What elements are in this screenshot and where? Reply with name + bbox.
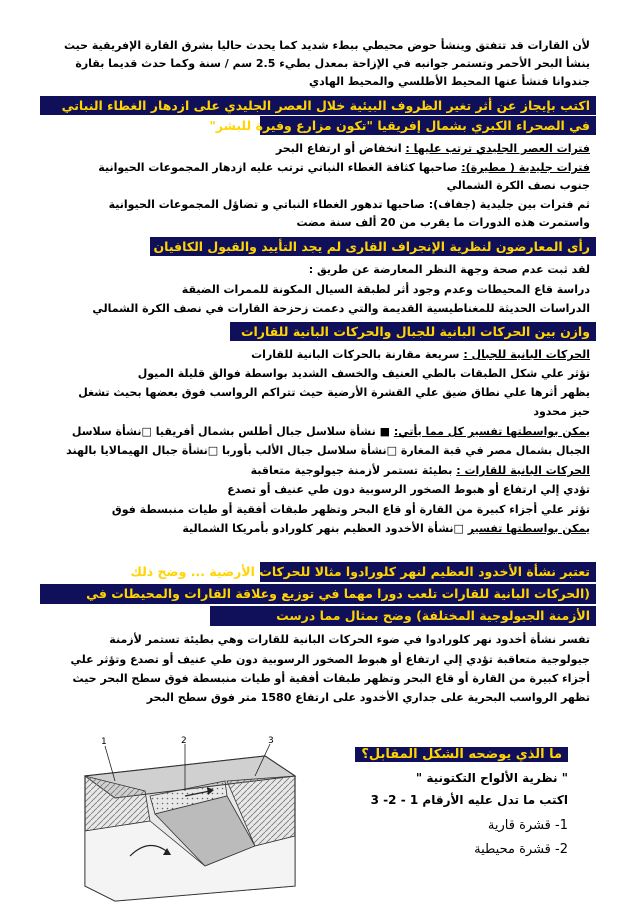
question-title: ما الذي يوضحه الشكل المقابل؟: [355, 747, 568, 762]
diagram-label-2: 2: [181, 736, 187, 746]
mountain-line-2: يظهر أثرها علي نطاق ضيق علي القشرة الأرضية حيث تتراكم الرواسب فوق بعضها بحيث تشغل: [78, 386, 590, 399]
mountain-explain-1: ■ نشأة سلاسل جبال أطلس بشمال أفريقيا □نشأة سلاسل: [71, 425, 394, 438]
mountain-explain-2: الجبال بشمال مصر في قبة المغارة □نشأة سلاسل جبال الألب بأوربا □نشأة جبال الهيمالايا بالهند: [66, 444, 590, 457]
glacial-periods-label: فترات العصر الجليدي ترتب عليها :: [405, 142, 590, 155]
mountain-explain: [48, 424, 590, 439]
glacial-periods-text: انخفاض أو ارتفاع البحر: [275, 142, 406, 155]
opponents-line-3: الدراسات الحديثة للمغناطيسية القديمة والتي دعمت زحزحة القارات في نصف الكرة الشمالي: [92, 302, 590, 315]
mountain-explain-label: يمكن بواسطتها تفسير كل مما يأتي:: [393, 425, 590, 438]
canyon-line-2: جيولوجية متعاقبة تؤدي إلي ارتفاع أو هبوط الصخور الرسوبية دون طي عنيف أو تصدع وتؤثر علي: [70, 653, 590, 666]
banner-opponents: رأى المعارضون لنظرية الإنجراف القارى لم يجد التأييد والقبول الكافيان: [150, 237, 596, 256]
continent-heading: [48, 463, 590, 478]
banner-canyon-3: الأزمنة الجيولوجية المختلفة) وضح بمثال مما درست: [210, 606, 596, 626]
banner-glacial-2: في الصحراء الكبري بشمال إفريقيا "تكون مزارع وفيرة للبشر": [260, 116, 596, 135]
glacial-dry-text: صاحبها تدهور الغطاء النباتي و تضاؤل المجموعات الحيوانية: [108, 198, 429, 211]
banner-canyon-2: (الحركات البانية للقارات تلعب دورا مهما في توزيع وعلاقة القارات والمحيطات في: [40, 584, 596, 604]
mountain-text: سريعة مقارنة بالحركات البانية للقارات: [251, 348, 464, 361]
continent-line-2: تؤثر علي أجزاء كبيرة من القارة أو قاع البحر وتظهر طبقات أفقية أو طيات منبسطة فوق: [111, 503, 590, 516]
choice-oceanic-crust: 2- قشرة محيطية: [474, 842, 568, 857]
banner-canyon-1: تعتبر نشأة الأخدود العظيم لنهر كلورادوا مثالا للحركات الأرضية ... وضح ذلك: [260, 562, 596, 582]
glacial-dry-label: ثم فترات بين جليدية (جفاف):: [428, 198, 590, 211]
glacial-wet-cont: جنوب نصف الكرة الشمالي: [446, 179, 590, 192]
choice-continental-crust: 1- قشرة قارية: [487, 818, 568, 833]
mountain-label: الحركات البانية للجبال :: [463, 348, 590, 361]
glacial-wet-text: صاحبها كثافة الغطاء النباتي ترتب عليه ازدهار المجموعات الحيوانية: [98, 161, 462, 174]
glacial-periods: [48, 141, 590, 156]
continent-explain-text: □نشأة الأخدود العظيم بنهر كلورادو بأمريكا الشمالية: [182, 522, 468, 535]
diagram-label-3: 3: [268, 736, 274, 746]
opponents-line-2: دراسة قاع المحيطات وعدم وجود أثر لطبقة السيال المكونة للممرات الضيقة: [181, 283, 590, 296]
banner-glacial-1: اكتب بإيجاز عن أثر تغير الظروف البيئية خلال العصر الجليدي على ازدهار الغطاء النباتي: [40, 96, 596, 115]
tectonic-plates-diagram: [55, 736, 305, 906]
mountain-heading: [48, 347, 590, 362]
continent-text: بطيئة تستمر لأزمنة جيولوجية متعاقبة: [250, 464, 457, 477]
intro-line-1: لأن القارات قد تتفتق وينشأ حوض محيطي ببطء شديد كما يحدث حاليا بشرق القارة الإفريقية حيث: [63, 39, 590, 52]
question-prompt: اكتب ما تدل عليه الأرقام 1 - 2- 3: [370, 793, 568, 807]
canyon-line-3: أجزاء كبيرة من القارة أو قاع البحر وتظهر طبقات أفقية أو طيات منبسطة فوق سطح البحر حيث: [72, 672, 590, 685]
glacial-wet-label: فترات جليدية ( مطيرة):: [461, 161, 590, 174]
banner-compare: وازن بين الحركات البانية للجبال والحركات البانية للقارات: [230, 322, 596, 341]
question-answer: " نظرية الألواح التكتونية ": [415, 771, 568, 785]
canyon-line-4: تظهر الرواسب البحرية على جداري الأخدود على ارتفاع 1580 متر فوق سطح البحر: [146, 691, 590, 704]
continent-explain-label: يمكن بواسطتها تفسير: [467, 522, 590, 535]
canyon-line-1: تفسر نشأة أخدود نهر كلورادوا في ضوء الحركات البانية للقارات وهي بطيئة تستمر لأزمنة: [109, 633, 590, 646]
intro-line-3: جندوانا فنشأ عنها المحيط الأطلسي والمحيط الهادي: [309, 75, 590, 88]
mountain-line-1: تؤثر علي شكل الطبقات بالطي العنيف والخسف الشديد بواسطة فوالق قليلة الميول: [137, 367, 590, 380]
intro-line-2: ينشأ البحر الأحمر وتستمر جوانبه في الإزاحة بمعدل بطيء 2.5 سم / سنة وكما حدث قديما بقارة: [75, 57, 590, 70]
opponents-line-1: لقد ثبت عدم صحة وجهة النظر المعارضة عن طريق :: [308, 263, 590, 276]
glacial-wet: [48, 160, 590, 175]
mountain-line-3: حيز محدود: [533, 405, 590, 418]
continent-explain: [48, 521, 590, 536]
glacial-repeat: واستمرت هذه الدورات ما يقرب من 20 ألف سنة مضت: [296, 216, 590, 229]
continent-label: الحركات البانية للقارات :: [456, 464, 590, 477]
continent-line-1: تؤدي إلي ارتفاع أو هبوط الصخور الرسوبية دون طي عنيف أو تصدع: [227, 483, 590, 496]
question-block: [355, 743, 568, 765]
glacial-dry: [48, 197, 590, 212]
diagram-label-1: 1: [101, 737, 107, 747]
